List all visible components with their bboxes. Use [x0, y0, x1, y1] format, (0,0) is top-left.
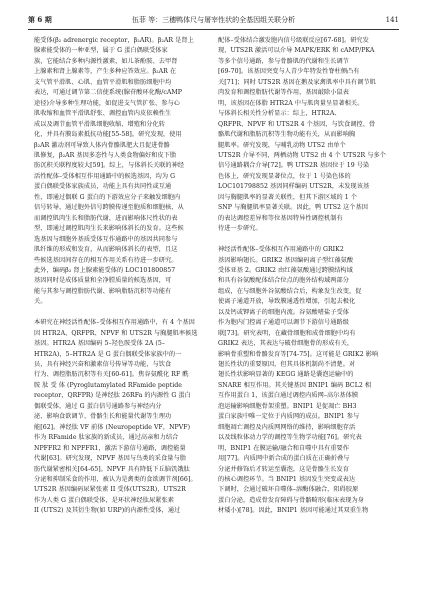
- header-rule: [28, 29, 399, 30]
- left-column-line: 偶联受体，通过 G 蛋白信号通路参与神经内分: [34, 402, 162, 410]
- right-column-line: 以及钙或钾离子的细胞内流。谷氨酸嗜盐子受体: [218, 308, 349, 316]
- left-column-line: 些候选基因间存在的相互作用关系有待进一步研究。: [34, 256, 178, 264]
- right-column-line: 基因影响翅长。GRIK2 基因编码离子型红藻氨酸: [218, 256, 354, 264]
- left-column-line: 肪代谢紧密相关[64-65]。NPVF 具有降低下丘脑饥饿肽: [34, 465, 190, 473]
- right-column-line: 肉发育和调控脂肪代谢等作用，基因敲除小鼠表: [218, 89, 349, 97]
- left-text-column: [34, 36, 211, 517]
- left-column-line: 基因同时是成体质量和全净膛质量的候选基因，可: [34, 277, 172, 285]
- left-column-line: 能受体(β₂ adrenergic receptor，β₂AR)。β₂AR 是肾上: [34, 37, 194, 44]
- right-column-line: 色体上，研究发现显著位点，位于 1 号染色体的: [218, 172, 351, 180]
- right-column-line: 下调时，会通过破坏自噬体–溶酶体融合，阻碍胶原: [218, 486, 359, 494]
- right-column-line: 信号通路耦合介导[72]。鸭 UTS2R 基因位于 19 号染: [218, 162, 370, 170]
- left-column-line: [34, 308, 211, 318]
- right-column-line: SNP 与胸腿肌率显著关联。因此，鸭 UTS2 这个基因: [218, 204, 369, 212]
- left-column-line: 行为、调控脂肪沉积等有关[60-61]。焦谷氨酰化 RF 酰: [34, 371, 189, 379]
- right-column-line: 使离子通道开放，导致膜通透性增加，引起去极化: [218, 298, 356, 306]
- left-column-line: 肌修复，β₂AR 基因多态性与人类食物偏好和皮下脂: [34, 151, 177, 159]
- left-column-line: β₂AR 激动剂可导致人体内骨骼肌肥大且促进骨骼: [34, 141, 170, 149]
- right-column-line: LOC101798852 基因同样编码 UTS2R，未发现该基: [218, 183, 370, 191]
- running-header: [28, 14, 399, 26]
- left-column-line: II (UTS2) 及其衍生物(如 URP)的内源性受体，通过: [34, 507, 181, 515]
- left-column-line: 性，即通过偶联 G 蛋白的下游效应分子来触发细胞内: [34, 193, 181, 201]
- right-column-line: 受体亚基 2。GRIK2 由红藻氨酸通过跨膜结构域: [218, 266, 353, 274]
- right-column-line: SNARE 相互作用。其关键基因 BNIP1 编码 BCL2 相: [218, 381, 372, 389]
- right-column-line: 材矮小)[78]。因此，BNIP1 基因可能通过其双重生物: [218, 507, 369, 515]
- right-column-line: 影响骨重塑和骨骼发育等[74-75]。这可能是 GRIK2 影响: [218, 350, 379, 358]
- page-number: 141: [385, 16, 399, 24]
- right-column-line: 明，该基因在体脂 HTR2A 中与肌肉量呈显著相关。: [218, 99, 364, 107]
- right-column-line: 以及线粒体动力学的调控等生物学功能[76]。研究表: [218, 434, 362, 442]
- left-column-line: 蛋白偶联受体家族成员，功能上具有共同性或互通: [34, 183, 172, 191]
- left-column-line: 腺素能受体的一种亚型，属于 G 蛋白偶联受体家: [34, 47, 168, 55]
- right-column-line: GRIK2 表达，其表达与破骨细胞骨的形成有关，: [218, 340, 354, 348]
- left-column-line: 型，即通过调控肌肉生长来影响体斜长的发育。这些候: [34, 225, 184, 233]
- right-column-line: 组成，在与细胞外谷氨酸结合后，构象发生改变，促: [218, 287, 362, 295]
- left-column-line: 此外，编码β₂ 肾上腺素能受体的 LOC101800857: [34, 266, 176, 274]
- right-column-line: 配体–受体结合激发胞内信号级联反应[67-68]。研究发: [218, 37, 369, 44]
- right-column-line: 骼肌代谢和脂肪沉积等生物功能有关，从而影响胸: [218, 131, 356, 139]
- left-column-line: 因 HTR2A、QRFPR、NPVF 和 UTS2R 与胸腿肌率候选: [34, 329, 198, 337]
- right-column-line: QRFPR、NPVF 和 UTS2R 4 个基因，与饮食调控、骨: [218, 120, 376, 128]
- right-column-line: 现，UTS2R 激活可以介导 MAPK/ERK 和 cAMP/PKA: [218, 47, 375, 55]
- left-column-line: 基因。HTR2A 基因编码 5–羟色胺受体 2A (5–: [34, 340, 165, 348]
- left-column-line: HTR2A)，5–HTR2A 是 G 蛋白偶联受体家族中的一: [34, 350, 182, 358]
- right-column-line: 用[77]。内质网中新合成的蛋白质在正确折叠与: [218, 455, 350, 463]
- issue-number: 第 6 期: [28, 15, 52, 24]
- right-column-line: 关[71]；同时 UTS2R 基因在鹅及家禽肌率中具有调节肌: [218, 78, 376, 86]
- right-column-line: 翅长性状的重要原因，但其具体机制尚不清楚。对: [218, 361, 356, 369]
- left-column-line: 肌收缩和血管平滑肌舒张、调控血管内皮依赖性生: [34, 110, 172, 118]
- left-column-line: 肪沉积关联程度较大[59]。综上，与体斜长关联的神经: [34, 162, 185, 170]
- right-column-line: 蛋白家族中唯一定位于内质网的成员。BNIP1 参与: [218, 413, 360, 421]
- left-column-line: receptor，QRFPR) 是神经肽 26RFa 的内源性 G 蛋白: [34, 392, 191, 400]
- left-column-line: 上腺素和肾上腺素等，产生多种应答效应。β₂AR 在: [34, 68, 177, 76]
- right-column-line: 因与胸腿肌率的显著关联性，但其下游区域的 1 个: [218, 193, 358, 201]
- right-column-line: 翅长性状影响显著的 KEGG 通路是囊泡运输中的: [218, 371, 354, 379]
- left-column-line: 能[62]。神经肽 VF 前体 (Neuropeptide VF，NPVF): [34, 423, 191, 431]
- left-column-line: 作为 RFamide 肽家族的新成员，通过高亲和力结合: [34, 434, 179, 442]
- right-text-column: [218, 36, 395, 517]
- right-column-line: 泡运输影响细胞骨架重塑。BNIP1 是促凋亡 BH3: [218, 402, 357, 410]
- right-column-line: 联[73]。研究表明，在藏骨细胞和成骨细胞中均有: [218, 329, 356, 337]
- left-column-line: 选基因与细胞外基质受体互作通路中的基因共同参与: [34, 235, 178, 243]
- right-column-line: 神经活性配体–受体相互作用通路中的 GRIK2: [218, 246, 344, 254]
- left-column-line: NPFFR2 和 NPFFR1，激活下游信号通路，调控能量: [34, 444, 186, 452]
- left-column-line: 活性配体–受体相互作用通路中的候选基因，均为 G: [34, 172, 176, 180]
- left-column-line: 能与其参与调控脂肪代谢、影响脂肪沉积等功能有: [34, 287, 172, 295]
- left-column-line: 信号转导，通过胞外信号跨膜传递至胞质和细胞核，从: [34, 204, 184, 212]
- left-column-line: 支气管平滑肌、心肌、血管平滑肌和脂肪细胞中均: [34, 78, 172, 86]
- left-column-line: 胺 肽 受 体 (Pyroglutamylated RFamide peptide: [34, 381, 182, 389]
- right-column-line: 与体斜长相关性分析显示：综上，HTR2A、: [218, 110, 341, 118]
- right-column-line: 和具有谷氨酸配体结合位点的胞外结构域两部分: [218, 277, 349, 285]
- right-column-line: UTS2R 介导不同，两栖动物 UTS2 由 4 个 UTS2R 与多个: [218, 151, 386, 159]
- left-column-line: UTS2R 基因编码尿紧张素 II 受体(UTS2R)，UTS2R: [34, 486, 186, 494]
- left-column-line: 本研究在神经活性配体–受体相互作用通路中，有 4 个基因: [34, 319, 195, 327]
- left-column-line: 表达，可通过调节第二信使系统(腺苷酸环化酶/cAMP: [34, 89, 182, 97]
- left-column-line: 泌、影响食欲调节、骨骼生长和能量代谢等生理功: [34, 413, 172, 421]
- right-column-line: [218, 235, 395, 245]
- left-column-line: 成以及调节血管平滑肌细胞收缩、增殖和分化转: [34, 120, 165, 128]
- left-column-line: 化，并具有膜岛素抵抗功能[55-58]。研究发现，使用: [34, 131, 182, 139]
- right-column-line: 蛋白分泌，造成骨发育障碍与骨骼畸形(临床表现为身: [218, 496, 364, 504]
- right-column-line: 细胞凋亡调控及内质网网络的维持，影响细胞存活: [218, 423, 356, 431]
- right-column-line: 腿肌率。研究发现，与哺乳动物 UTS2 由单个: [218, 141, 346, 149]
- right-column-line: 互作用蛋白 1，该蛋白通过调控内质网–高尔基体膜: [218, 392, 359, 400]
- left-column-line: 途径)介导多种生理功能，如促进支气管扩张、参与心: [34, 99, 180, 107]
- right-column-line: 分泌并修饰后才转运至囊泡，这是骨骼生长发育: [218, 465, 349, 473]
- right-column-line: 等多个信号通路，参与骨骼肌的代谢和生长调节: [218, 57, 349, 65]
- left-column-line: 代谢[63]。研究发现，NPVF 基因与鸟类的采食量与脂: [34, 455, 186, 463]
- right-column-line: 的表达调控差异和等位基因特异性调控机制有: [218, 214, 343, 222]
- right-column-line: [69-70]。该基因突变与人青少年特发性脊柱侧凸有: [218, 68, 360, 76]
- left-column-line: 肌纤维的形成和发育，从而影响体斜长的表型，且这: [34, 246, 178, 254]
- right-column-line: 作为胞内门控离子通道可以调节下游信号通路级: [218, 319, 349, 327]
- running-title: 伍菲 等：三穗鸭体尺与屠宰性状的全基因组关联分析: [131, 16, 296, 24]
- left-column-line: 关。: [34, 298, 47, 306]
- left-column-line: 而调控肌肉生长和脂肪代谢，进而影响体尺性状的表: [34, 214, 178, 222]
- right-column-line: 待进一步研究。: [218, 225, 262, 233]
- right-column-line: 的核心调控环节。当 BNIP1 基因发生突变或表达: [218, 476, 356, 484]
- left-column-line: 族，它能结合多种内源性激素，如儿茶酚胺、去甲肾: [34, 57, 178, 65]
- left-column-line: 分泌和抑制采食的作用，被认为是禽类的食欲调节剂[66]。: [34, 476, 197, 484]
- left-column-line: 作为人类 G 蛋白偶联受体，是环状神经肽尿紧张素: [34, 496, 175, 504]
- right-column-line: 明，BNIP1 在膜运输/融合和自噬中具有重要作: [218, 444, 349, 452]
- left-column-line: 员，具有神经兴奋和激素信号传导等功能，与饮食: [34, 361, 172, 369]
